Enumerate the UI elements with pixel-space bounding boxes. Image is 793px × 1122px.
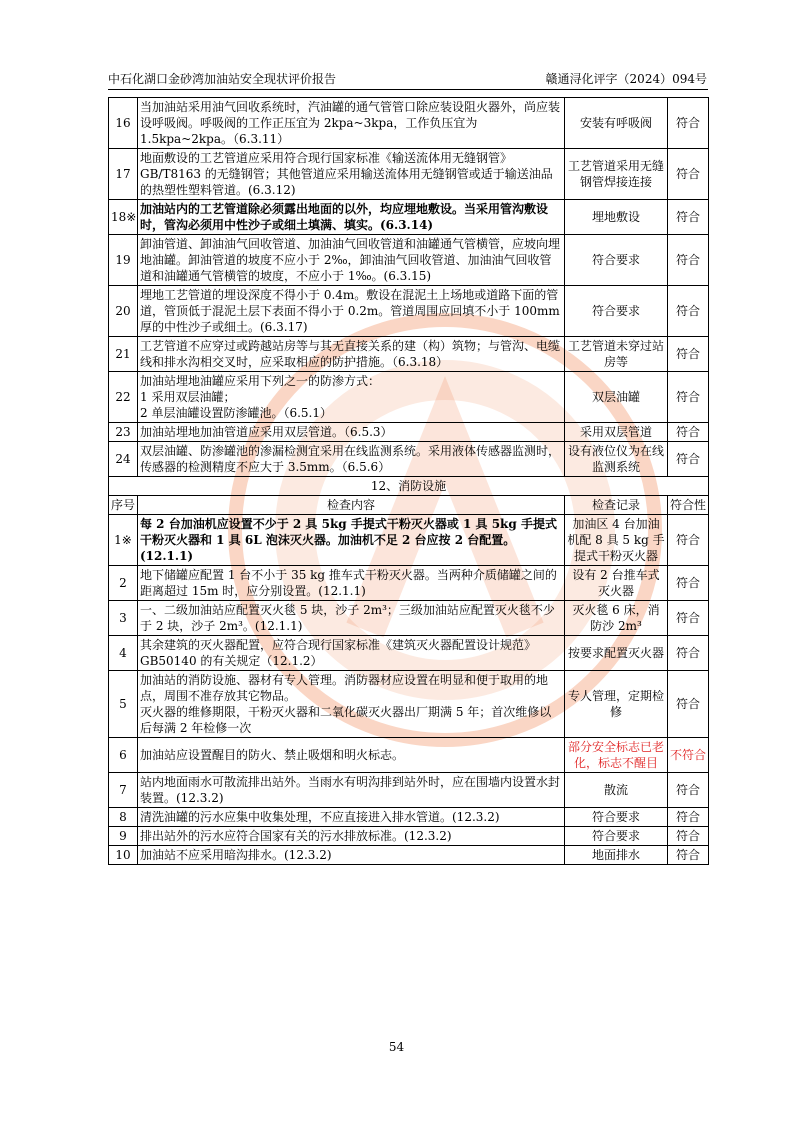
table-row: [109, 827, 709, 846]
row-requirement: 一、二级加油站应配置灭火毯 5 块，沙子 2m³；三级加油站应配置灭火毯不少于 2 块，沙子 2m³。(12.1.1): [138, 601, 565, 636]
row-result: 符合: [668, 773, 709, 808]
row-requirement: 卸油管道、卸油油气回收管道、加油油气回收管道和油罐通气管横管，应坡向埋地油罐。卸油管道的坡度不应小于 2‰，卸油油气回收管道、加油油气回收管道和油罐通气管横管的坡度，不应小于 1‰。(6.3.15): [138, 235, 565, 286]
row-result: 符合: [668, 601, 709, 636]
row-result: 符合: [668, 671, 709, 738]
row-result: 不符合: [668, 738, 709, 773]
row-requirement: 加油站不应采用暗沟排水。(12.3.2): [138, 846, 565, 865]
row-requirement: 加油站的消防设施、器材有专人管理。消防器材应设置在明显和便于取用的地点，周围不准存放其它物品。 灭火器的维修期限，干粉灭火器和二氧化碳灭火器出厂期满 5 年；首次维修以后每满 2 年检修一次: [138, 671, 565, 738]
section-row: [109, 477, 709, 496]
row-record: 部分安全标志已老化，标志不醒目: [565, 738, 668, 773]
row-requirement: 每 2 台加油机应设置不少于 2 具 5kg 手提式干粉灭火器或 1 具 5kg 手提式干粉灭火器和 1 具 6L 泡沫灭火器。加油机不足 2 台应按 2 台配置。(12.1.1): [138, 515, 565, 566]
row-result: 符合: [668, 515, 709, 566]
row-record: 专人管理，定期检修: [565, 671, 668, 738]
row-number: 10: [109, 846, 138, 865]
table-row: [109, 235, 709, 286]
row-record: 符合要求: [565, 808, 668, 827]
row-record: 工艺管道未穿过站房等: [565, 337, 668, 372]
row-number: 21: [109, 337, 138, 372]
col-record-header: 检查记录: [565, 496, 668, 515]
column-header-row: [109, 496, 709, 515]
row-number: 6: [109, 738, 138, 773]
row-number: 1※: [109, 515, 138, 566]
row-record: 按要求配置灭火器: [565, 636, 668, 671]
table-row: [109, 515, 709, 566]
section-title: 12、消防设施: [109, 477, 709, 496]
table-row: [109, 671, 709, 738]
row-record: 设有 2 台推车式灭火器: [565, 566, 668, 601]
table-row: [109, 738, 709, 773]
table-row: [109, 846, 709, 865]
row-result: 符合: [668, 98, 709, 149]
row-requirement: 排出站外的污水应符合国家有关的污水排放标准。(12.3.2): [138, 827, 565, 846]
row-number: 16: [109, 98, 138, 149]
row-number: 23: [109, 423, 138, 442]
table-row: [109, 636, 709, 671]
row-requirement: 地下储罐应配置 1 台不小于 35 kg 推车式干粉灭火器。当两种介质储罐之间的距离超过 15m 时，应分别设置。(12.1.1): [138, 566, 565, 601]
row-result: 符合: [668, 566, 709, 601]
row-record: 采用双层管道: [565, 423, 668, 442]
pipeline-section: [109, 98, 709, 477]
row-result: 符合: [668, 636, 709, 671]
table-row: [109, 200, 709, 235]
row-record: 双层油罐: [565, 372, 668, 423]
row-record: 工艺管道采用无缝钢管焊接连接: [565, 149, 668, 200]
row-requirement: 加油站应设置醒目的防火、禁止吸烟和明火标志。: [138, 738, 565, 773]
row-result: 符合: [668, 235, 709, 286]
row-record: 地面排水: [565, 846, 668, 865]
row-result: 符合: [668, 846, 709, 865]
row-record: 符合要求: [565, 286, 668, 337]
row-record: 符合要求: [565, 827, 668, 846]
row-result: 符合: [668, 149, 709, 200]
row-record: 安装有呼吸阀: [565, 98, 668, 149]
col-result-header: 符合性: [668, 496, 709, 515]
page-number: 54: [388, 1040, 405, 1054]
row-result: 符合: [668, 442, 709, 477]
row-result: 符合: [668, 337, 709, 372]
row-result: 符合: [668, 372, 709, 423]
row-requirement: 其余建筑的灭火器配置，应符合现行国家标准《建筑灭火器配置设计规范》GB50140 的有关规定（12.1.2）: [138, 636, 565, 671]
row-record: 散流: [565, 773, 668, 808]
row-requirement: 埋地工艺管道的埋设深度不得小于 0.4m。敷设在混泥土上场地或道路下面的管道，管顶低于混泥土层下表面不得小于 0.2m。管道周围应回填不小于 100mm 厚的中性沙子或细土。(6.3.17): [138, 286, 565, 337]
row-number: 4: [109, 636, 138, 671]
table-row: [109, 98, 709, 149]
row-number: 2: [109, 566, 138, 601]
table-row: [109, 423, 709, 442]
row-requirement: 加油站内的工艺管道除必须露出地面的以外，均应埋地敷设。当采用管沟敷设时，管沟必须用中性沙子或细土填满、填实。(6.3.14): [138, 200, 565, 235]
row-record: 加油区 4 台加油机配 8 具 5 kg 手提式干粉灭火器: [565, 515, 668, 566]
row-number: 8: [109, 808, 138, 827]
row-result: 符合: [668, 286, 709, 337]
row-number: 7: [109, 773, 138, 808]
row-number: 19: [109, 235, 138, 286]
row-requirement: 工艺管道不应穿过或跨越站房等与其无直接关系的建（构）筑物；与管沟、电缆线和排水沟相交叉时，应采取相应的防护措施。（6.3.18）: [138, 337, 565, 372]
row-number: 24: [109, 442, 138, 477]
inspection-table: [108, 97, 709, 865]
report-number: 赣通浔化评字（2024）094号: [545, 72, 707, 86]
table-row: [109, 442, 709, 477]
row-requirement: 双层油罐、防渗罐池的渗漏检测宜采用在线监测系统。采用液体传感器监测时，传感器的检测精度不应大于 3.5mm。（6.5.6）: [138, 442, 565, 477]
row-requirement: 当加油站采用油气回收系统时，汽油罐的通气管管口除应装设阻火器外，尚应装设呼吸阀。呼吸阀的工作正压宜为 2kpa~3kpa，工作负压宜为 1.5kpa~2kpa。（6.3.11）: [138, 98, 565, 149]
row-number: 17: [109, 149, 138, 200]
col-content-header: 检查内容: [138, 496, 565, 515]
row-number: 20: [109, 286, 138, 337]
row-record: 埋地敷设: [565, 200, 668, 235]
table-row: [109, 601, 709, 636]
row-requirement: 地面敷设的工艺管道应采用符合现行国家标准《输送流体用无缝钢管》GB/T8163 的无缝钢管；其他管道应采用输送流体用无缝钢管或适于输送油品的热塑性塑料管道。(6.3.12): [138, 149, 565, 200]
table-row: [109, 808, 709, 827]
fire-section: [109, 477, 709, 865]
row-requirement: 加油站埋地油罐应采用下列之一的防渗方式： 1 采用双层油罐； 2 单层油罐设置防渗罐池。（6.5.1）: [138, 372, 565, 423]
row-result: 符合: [668, 200, 709, 235]
table-row: [109, 286, 709, 337]
row-number: 18※: [109, 200, 138, 235]
table-row: [109, 773, 709, 808]
row-number: 9: [109, 827, 138, 846]
table-row: [109, 337, 709, 372]
row-record: 灭火毯 6 床，消防沙 2m³: [565, 601, 668, 636]
row-record: 设有液位仪为在线监测系统: [565, 442, 668, 477]
row-result: 符合: [668, 827, 709, 846]
row-requirement: 清洗油罐的污水应集中收集处理，不应直接进入排水管道。(12.3.2): [138, 808, 565, 827]
row-number: 3: [109, 601, 138, 636]
row-result: 符合: [668, 423, 709, 442]
table-row: [109, 566, 709, 601]
row-record: 符合要求: [565, 235, 668, 286]
table-row: [109, 372, 709, 423]
row-number: 5: [109, 671, 138, 738]
header-rule: [108, 89, 708, 90]
row-result: 符合: [668, 808, 709, 827]
row-requirement: 站内地面雨水可散流排出站外。当雨水有明沟排到站外时，应在围墙内设置水封装置。(12.3.2): [138, 773, 565, 808]
table-row: [109, 149, 709, 200]
row-number: 22: [109, 372, 138, 423]
report-title: 中石化湖口金砂湾加油站安全现状评价报告: [108, 72, 337, 86]
row-requirement: 加油站埋地加油管道应采用双层管道。（6.5.3）: [138, 423, 565, 442]
col-no-header: 序号: [109, 496, 138, 515]
